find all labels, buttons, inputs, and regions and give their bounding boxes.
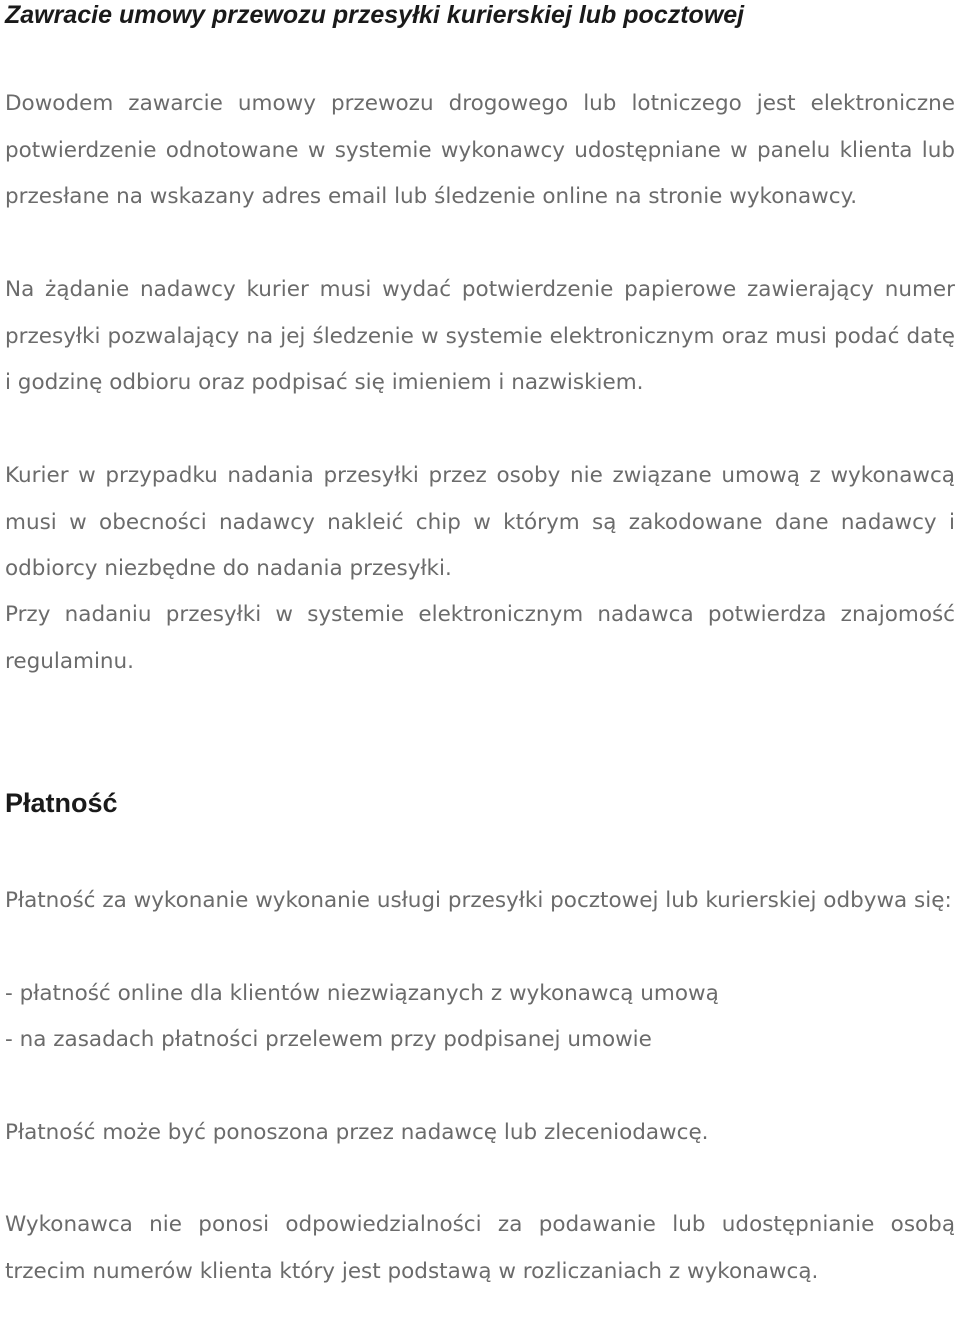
payment-payer: Płatność może być ponoszona przez nadawcę lub zleceniodawcę. [5,1120,709,1145]
paragraph-regulations: Przy nadaniu przesyłki w systemie elektronicznym nadawca potwierdza znajomość regulaminu. [5,602,955,674]
paragraph-proof-of-contract: Dowodem zawarcie umowy przewozu drogowego lub lotniczego jest elektroniczne potwierdzenie odnotowane w systemie wykonawcy udostępniane w panelu klienta lub przesłane na wskazany adres email lub śledzenie online na stronie wykonawcy. [5,91,955,209]
payment-option-transfer: - na zasadach płatności przelewem przy podpisanej umowie [5,1027,652,1052]
paragraph-chip: Kurier w przypadku nadania przesyłki przez osoby nie związane umową z wykonawcą musi w obecności nadawcy nakleić chip w którym są zakodowane dane nadawcy i odbiorcy niezbędne do nadania przesyłki. [5,463,955,581]
paragraph-paper-confirmation: Na żądanie nadawcy kurier musi wydać potwierdzenie papierowe zawierający numer przesyłki pozwalający na jej śledzenie w systemie elektronicznym oraz musi podać datę i godzinę odbioru oraz podpisać się imieniem i nazwiskiem. [5,277,955,395]
payment-heading: Płatność [5,788,118,818]
payment-intro: Płatność za wykonanie wykonanie usługi przesyłki pocztowej lub kurierskiej odbywa się: [5,888,952,913]
document-title: Zawracie umowy przewozu przesyłki kurierskiej lub pocztowej [5,1,745,29]
payment-liability: Wykonawca nie ponosi odpowiedzialności za podawanie lub udostępnianie osobą trzecim numerów klienta który jest podstawą w rozliczaniach z wykonawcą. [5,1212,955,1284]
payment-option-online: - płatność online dla klientów niezwiązanych z wykonawcą umową [5,981,719,1006]
